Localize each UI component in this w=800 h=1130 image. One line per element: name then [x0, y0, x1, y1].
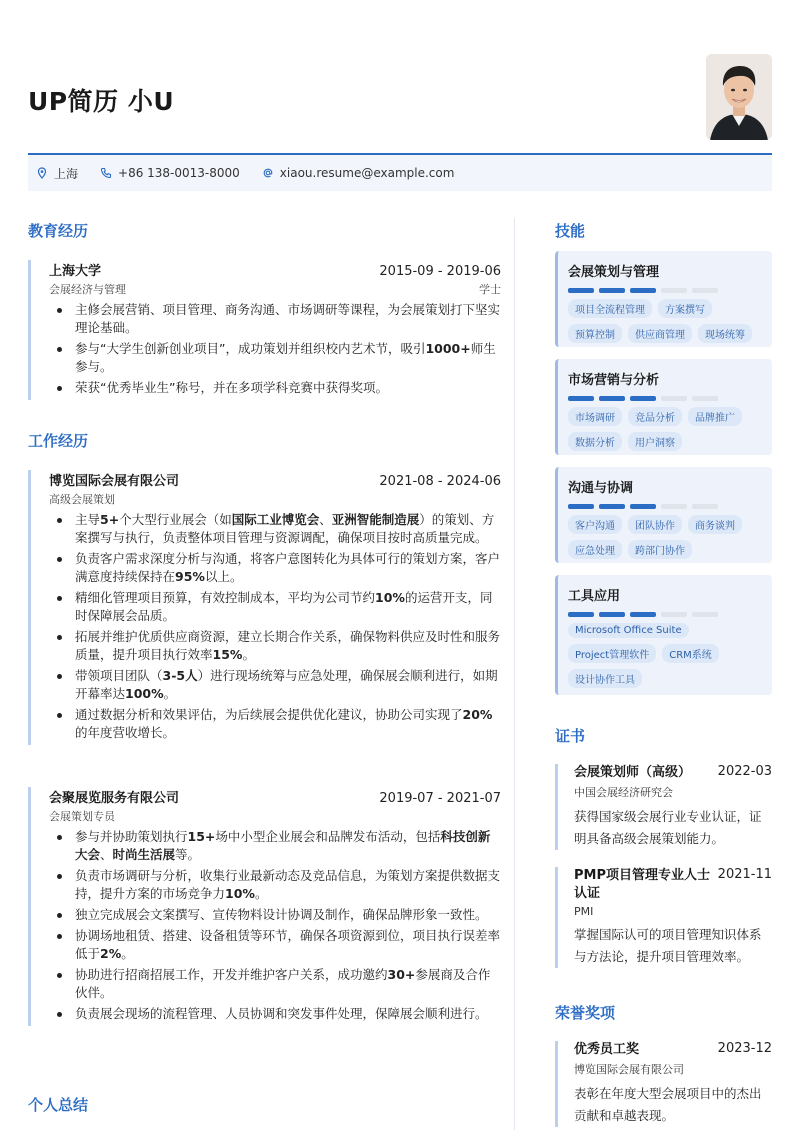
skill-tag: 现场统筹	[698, 324, 752, 343]
skill-level	[568, 396, 762, 401]
email-text: xiaou.resume@example.com	[279, 166, 455, 180]
skill-tag: 预算控制	[568, 324, 622, 343]
section-title-education: 教育经历	[28, 222, 89, 240]
skill-name: 市场营销与分析	[568, 373, 660, 388]
section-title-certs: 证书	[555, 727, 586, 745]
level-segment	[661, 396, 687, 401]
cert-title: 会展策划师（高级）	[574, 765, 692, 780]
skill-name: 会展策划与管理	[568, 265, 660, 280]
award-description: 表彰在年度大型会展项目中的杰出贡献和卓越表现。	[574, 1086, 762, 1123]
school-name: 上海大学	[49, 264, 102, 279]
skill-tag: 用户洞察	[628, 432, 682, 451]
cert-description: 获得国家级会展行业专业认证，证明具备高级会展策划能力。	[574, 809, 762, 846]
skill-tag: 供应商管理	[628, 324, 692, 343]
level-segment	[630, 612, 656, 617]
list-item: 通过数据分析和效果评估，为后续展会提供优化建议，协助公司实现了20%的年度营收增长。	[49, 706, 501, 742]
list-item: 独立完成展会文案撰写、宣传物料设计协调及制作，确保品牌形象一致性。	[49, 906, 501, 924]
education-bullets	[49, 301, 501, 397]
list-item: 参与“大学生创新创业项目”，成功策划并组织校内艺术节，吸引1000+师生参与。	[49, 340, 501, 376]
job-title: 高级会展策划	[49, 493, 115, 506]
location-pin-icon	[36, 167, 48, 179]
skill-tag: 项目全流程管理	[568, 299, 652, 318]
skill-name: 工具应用	[568, 589, 621, 604]
level-segment	[661, 612, 687, 617]
skill-tag: 竞品分析	[628, 407, 682, 426]
skill-name: 沟通与协调	[568, 481, 634, 496]
level-segment	[692, 612, 718, 617]
skill-tags	[568, 623, 762, 694]
skill-tag: 团队协作	[628, 515, 682, 534]
award-title: 优秀员工奖	[574, 1042, 640, 1057]
skill-tags	[568, 515, 762, 565]
skill-level	[568, 612, 762, 617]
level-segment	[692, 504, 718, 509]
list-item: 协助进行招商招展工作，开发并维护客户关系，成功邀约30+参展商及合作伙伴。	[49, 966, 501, 1002]
page-title: UP简历 小U	[28, 87, 175, 116]
cert-title: PMP项目管理专业人士认证	[574, 868, 710, 901]
location-text: 上海	[54, 166, 79, 181]
section-title-awards: 荣誉奖项	[555, 1004, 616, 1022]
award-issuer: 博览国际会展有限公司	[574, 1063, 684, 1076]
list-item: 负责市场调研与分析，收集行业最新动态及竞品信息，为策划方案提供数据支持，提升方案的市场竞争力10%。	[49, 867, 501, 903]
work-bullets	[49, 828, 501, 1023]
company-name: 博览国际会展有限公司	[49, 474, 180, 489]
list-item: 带领项目团队（3-5人）进行现场统筹与应急处理，确保展会顺利进行，如期开幕率达100%。	[49, 667, 501, 703]
skill-level	[568, 504, 762, 509]
section-title-summary: 个人总结	[28, 1096, 89, 1114]
skill-tag: 跨部门协作	[628, 540, 692, 559]
skill-tag: 品牌推广	[688, 407, 742, 426]
work-bullets	[49, 511, 501, 742]
skill-tag: Project管理软件	[568, 644, 656, 663]
level-segment	[630, 396, 656, 401]
education-degree: 学士	[479, 283, 501, 296]
cert-issuer: 中国会展经济研究会	[574, 786, 673, 799]
contact-phone	[100, 166, 240, 180]
level-segment	[568, 504, 594, 509]
skill-tag: 数据分析	[568, 432, 622, 451]
skill-level	[568, 288, 762, 293]
section-title-skills: 技能	[555, 222, 586, 240]
work-date: 2019-07 - 2021-07	[379, 791, 501, 806]
level-segment	[599, 396, 625, 401]
education-date: 2015-09 - 2019-06	[379, 264, 501, 279]
award-entry	[555, 1041, 772, 1127]
skill-tag: 设计协作工具	[568, 669, 642, 688]
skill-card	[555, 575, 772, 695]
skill-tag: Microsoft Office Suite	[568, 623, 689, 638]
level-segment	[661, 504, 687, 509]
phone-icon	[100, 167, 112, 179]
skill-tag: 商务谈判	[688, 515, 742, 534]
level-segment	[568, 612, 594, 617]
list-item: 荣获“优秀毕业生”称号，并在多项学科竞赛中获得奖项。	[49, 379, 501, 397]
job-title: 会展策划专员	[49, 810, 115, 823]
cert-date: 2021-11	[717, 867, 772, 882]
level-segment	[599, 288, 625, 293]
email-at-icon	[262, 167, 274, 179]
skill-card	[555, 251, 772, 347]
list-item: 主导5+个大型行业展会（如国际工业博览会、亚洲智能制造展）的策划、方案撰写与执行，负责整体项目管理与资源调配，确保项目按时高质量完成。	[49, 511, 501, 547]
list-item: 负责展会现场的流程管理、人员协调和突发事件处理，保障展会顺利进行。	[49, 1005, 501, 1023]
education-major: 会展经济与管理	[49, 283, 126, 296]
skill-tags	[568, 407, 762, 457]
level-segment	[568, 288, 594, 293]
skill-tag: CRM系统	[662, 644, 719, 663]
skill-card	[555, 359, 772, 455]
level-segment	[692, 396, 718, 401]
skill-card	[555, 467, 772, 563]
list-item: 参与并协助策划执行15+场中小型企业展会和品牌发布活动，包括科技创新大会、时尚生活展等。	[49, 828, 501, 864]
company-name: 会聚展览服务有限公司	[49, 791, 180, 806]
section-title-work: 工作经历	[28, 432, 89, 450]
cert-entry-1	[555, 764, 772, 850]
work-entry-2	[28, 787, 501, 1026]
cert-date: 2022-03	[717, 764, 772, 779]
list-item: 主修会展营销、项目管理、商务沟通、市场调研等课程，为会展策划打下坚实理论基础。	[49, 301, 501, 337]
skill-tag: 应急处理	[568, 540, 622, 559]
skill-tag: 方案撰写	[658, 299, 712, 318]
level-segment	[630, 504, 656, 509]
cert-issuer: PMI	[574, 905, 594, 918]
contact-location	[36, 165, 78, 182]
level-segment	[661, 288, 687, 293]
level-segment	[599, 612, 625, 617]
list-item: 精细化管理项目预算，有效控制成本，平均为公司节约10%的运营开支，同时保障展会品质。	[49, 589, 501, 625]
work-date: 2021-08 - 2024-06	[379, 474, 501, 489]
contact-email	[262, 166, 455, 180]
skill-tag: 市场调研	[568, 407, 622, 426]
cert-entry-2	[555, 867, 772, 968]
level-segment	[692, 288, 718, 293]
work-entry-1	[28, 470, 501, 745]
column-divider	[514, 218, 515, 1130]
phone-text: +86 138-0013-8000	[118, 166, 240, 180]
cert-description: 掌握国际认可的项目管理知识体系与方法论，提升项目管理效率。	[574, 927, 762, 964]
list-item: 拓展并维护优质供应商资源，建立长期合作关系，确保物料供应及时性和服务质量，提升项目执行效率15%。	[49, 628, 501, 664]
contact-bar	[28, 153, 772, 191]
avatar-photo	[706, 54, 772, 140]
education-entry	[28, 260, 501, 400]
skill-tag: 客户沟通	[568, 515, 622, 534]
level-segment	[599, 504, 625, 509]
level-segment	[568, 396, 594, 401]
level-segment	[630, 288, 656, 293]
skill-tags	[568, 299, 762, 349]
award-date: 2023-12	[717, 1041, 772, 1056]
list-item: 协调场地租赁、搭建、设备租赁等环节，确保各项资源到位，项目执行误差率低于2%。	[49, 927, 501, 963]
list-item: 负责客户需求深度分析与沟通，将客户意图转化为具体可行的策划方案，客户满意度持续保持在95%以上。	[49, 550, 501, 586]
